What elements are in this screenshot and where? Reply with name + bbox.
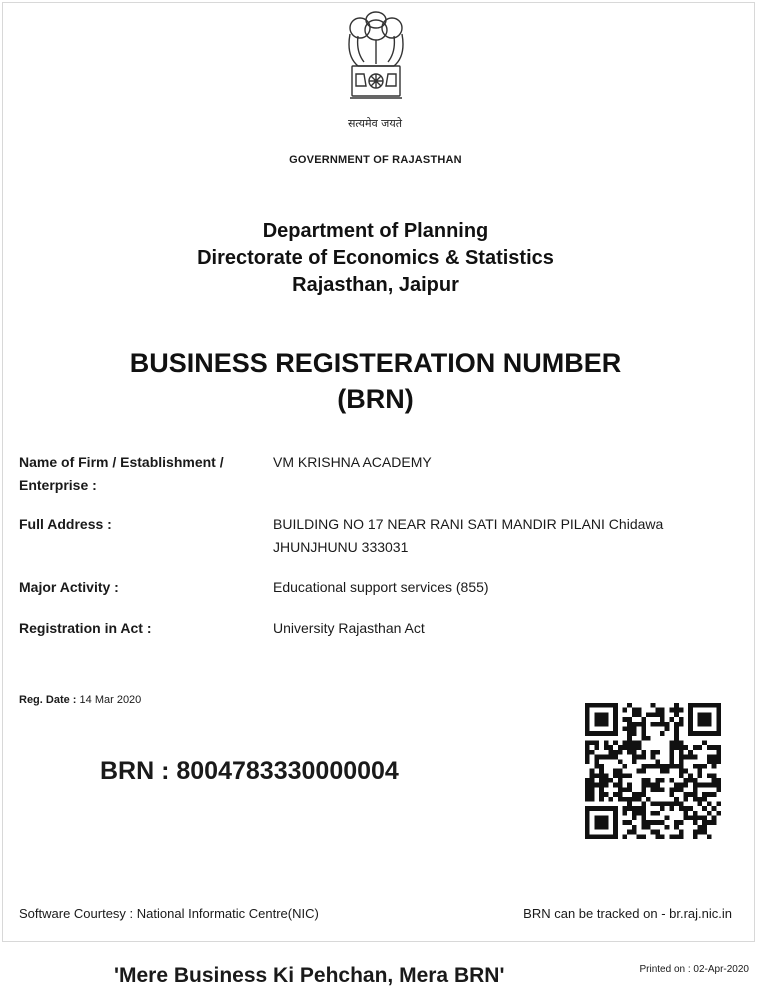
qr-code-icon[interactable] [585,703,721,839]
title-line: (BRN) [337,384,414,414]
department-line: Rajasthan, Jaipur [292,274,459,296]
software-courtesy: Software Courtesy : National Informatic Centre(NIC) [19,906,319,921]
detail-value: VM KRISHNA ACADEMY [273,454,432,470]
detail-label: Name of Firm / Establishment / Enterprise : [19,454,224,493]
tracking-info: BRN can be tracked on - br.raj.nic.in [523,906,732,921]
department-block [0,218,751,299]
detail-value: University Rajasthan Act [273,620,425,636]
reg-date [19,694,141,706]
government-name: GOVERNMENT OF RAJASTHAN [289,154,462,166]
detail-label: Major Activity : [19,579,119,595]
slogan: 'Mere Business Ki Pehchan, Mera BRN' [114,964,505,987]
reg-date-value: 14 Mar 2020 [79,694,142,706]
national-emblem-icon [336,6,416,110]
department-line: Department of Planning [262,220,489,242]
brn-number: BRN : 8004783330000004 [100,757,399,785]
document-title [0,345,751,417]
detail-value: BUILDING NO 17 NEAR RANI SATI MANDIR PILANI Chidawa JHUNJHUNU 333031 [273,516,664,555]
printed-date: Printed on : 02-Apr-2020 [639,964,749,975]
detail-label: Full Address : [19,516,112,532]
department-line: Directorate of Economics & Statistics [197,247,554,269]
reg-date-label: Reg. Date : [19,694,77,706]
detail-label: Registration in Act : [19,620,152,636]
emblem-motto: सत्यमेव जयते [347,117,402,130]
title-line: BUSINESS REGISTERATION NUMBER [129,348,622,378]
detail-value: Educational support services (855) [273,579,489,595]
